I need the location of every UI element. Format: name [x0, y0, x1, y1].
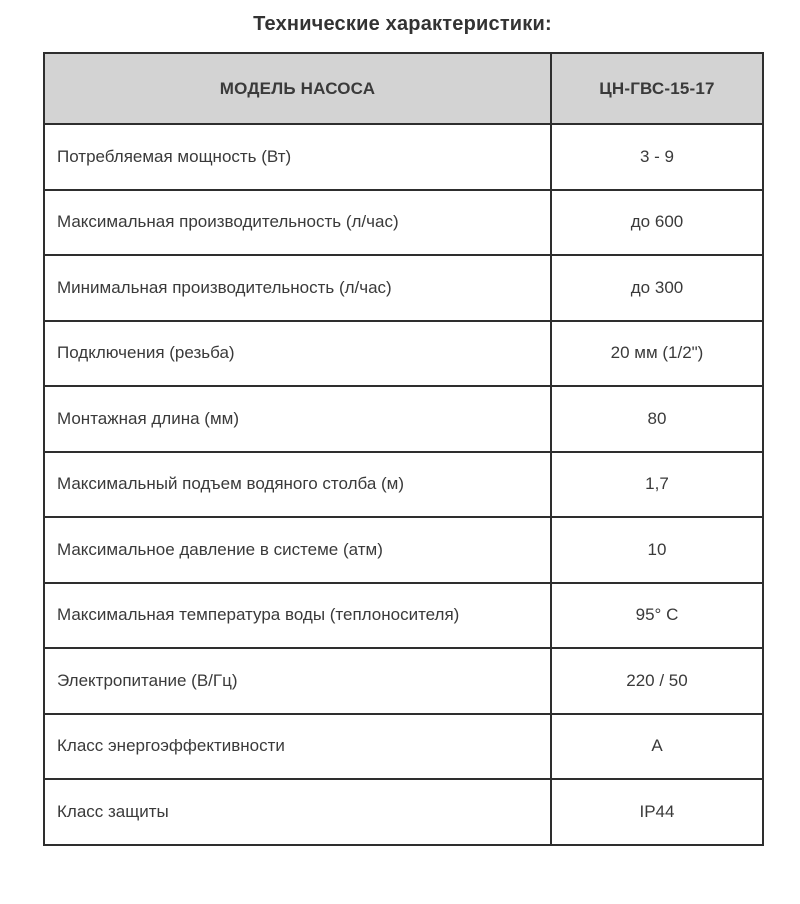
table-header-row	[44, 53, 763, 124]
param-value: 220 / 50	[551, 648, 763, 714]
table-row	[44, 779, 763, 845]
param-value: IP44	[551, 779, 763, 845]
table-row	[44, 386, 763, 452]
table-row	[44, 452, 763, 518]
param-label: Максимальное давление в системе (атм)	[44, 517, 551, 583]
param-label: Класс защиты	[44, 779, 551, 845]
table-row	[44, 190, 763, 256]
param-label: Монтажная длина (мм)	[44, 386, 551, 452]
param-value: до 600	[551, 190, 763, 256]
param-value: 95° C	[551, 583, 763, 649]
param-label: Подключения (резьба)	[44, 321, 551, 387]
param-value: 10	[551, 517, 763, 583]
param-value: 20 мм (1/2")	[551, 321, 763, 387]
param-value: А	[551, 714, 763, 780]
param-label: Максимальная производительность (л/час)	[44, 190, 551, 256]
specs-table	[43, 52, 764, 846]
header-model-label: МОДЕЛЬ НАСОСА	[44, 53, 551, 124]
header-model-value: ЦН-ГВС-15-17	[551, 53, 763, 124]
param-label: Максимальный подъем водяного столба (м)	[44, 452, 551, 518]
table-row	[44, 255, 763, 321]
table-row	[44, 583, 763, 649]
param-label: Класс энергоэффективности	[44, 714, 551, 780]
param-label: Потребляемая мощность (Вт)	[44, 124, 551, 190]
param-label: Минимальная производительность (л/час)	[44, 255, 551, 321]
table-row	[44, 714, 763, 780]
param-value: 80	[551, 386, 763, 452]
page-title: Технические характеристики:	[253, 13, 552, 35]
table-row	[44, 124, 763, 190]
param-value: 1,7	[551, 452, 763, 518]
param-label: Максимальная температура воды (теплоносителя)	[44, 583, 551, 649]
param-value: до 300	[551, 255, 763, 321]
table-row	[44, 648, 763, 714]
table-row	[44, 517, 763, 583]
table-row	[44, 321, 763, 387]
param-value: 3 - 9	[551, 124, 763, 190]
param-label: Электропитание (В/Гц)	[44, 648, 551, 714]
